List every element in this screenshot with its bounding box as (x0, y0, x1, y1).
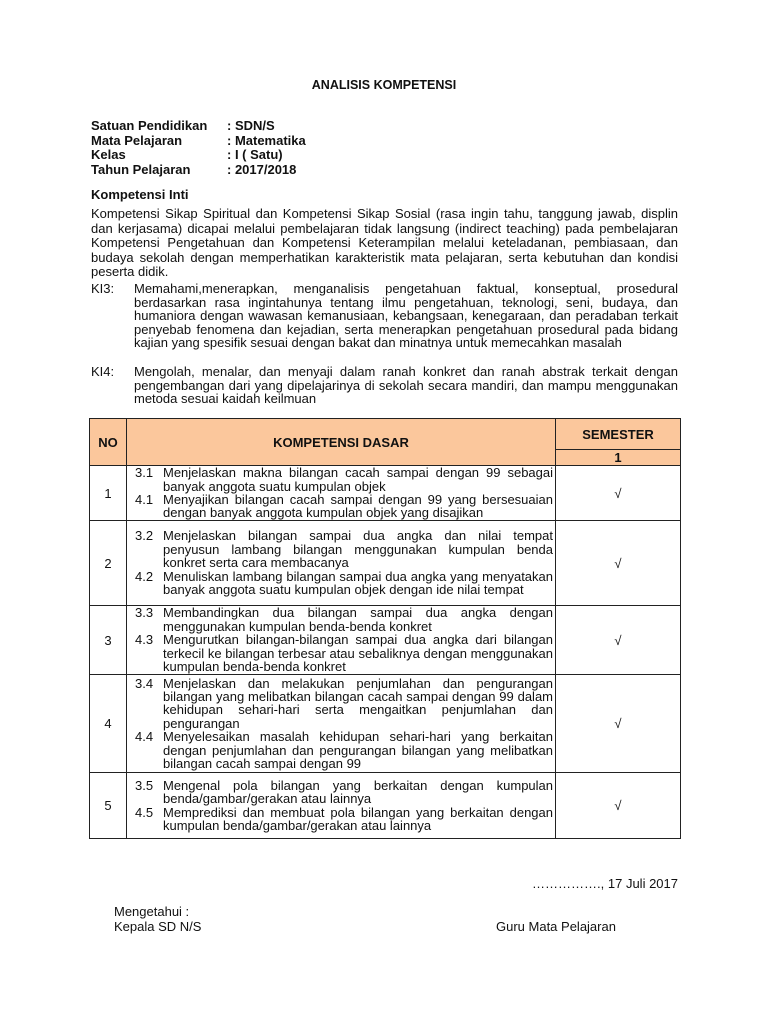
kd-item (131, 529, 553, 569)
kd-text: Mengenal pola bilangan yang berkaitan dengan kumpulan benda/gambar/gerakan atau lainnya (163, 777, 553, 807)
kd-code: 3.4 (135, 675, 154, 691)
kd-code: 3.2 (135, 528, 154, 544)
kd-item (131, 493, 553, 520)
semester-1-check: √ (556, 773, 681, 839)
meta-label: Mata Pelajaran (91, 132, 183, 148)
kd-text: Menuliskan lambang bilangan sampai dua angka yang menyatakan banyak anggota suatu kumpulan objek dengan ide nilai tempat (163, 568, 553, 598)
row-number: 2 (90, 521, 127, 606)
table-row (90, 675, 681, 773)
kd-text: Membandingkan dua bilangan sampai dua angka dengan menggunakan kumpulan benda-benda konkret (163, 605, 553, 634)
kd-item (131, 466, 553, 493)
semester-1-check: √ (556, 521, 681, 606)
kd-item (131, 606, 553, 633)
signature-left (114, 904, 201, 934)
kd-code: 3.3 (135, 605, 154, 621)
kd-code: 3.5 (135, 777, 154, 793)
kompetensi-inti-intro: Kompetensi Sikap Spiritual dan Kompetensi Sikap Sosial (rasa ingin tahu, tanggung jawab, displin dan kerjasama) dicapai melalui pembelajaran tidak langsung (indirect teaching) pada pembelajaran Kompetensi Pengetahuan dan Kompetensi Keterampilan melalui keteladanan, pembiasaan, dan budaya sekolah dengan memperhatikan karakteristik mata pelajaran, serta kebutuhan dan kondisi peserta didik. (91, 206, 678, 279)
meta-label: Kelas (91, 147, 126, 162)
meta-value: : I ( Satu) (227, 147, 283, 162)
teacher-label: Guru Mata Pelajaran (496, 919, 616, 934)
row-number: 1 (90, 466, 127, 521)
kd-cell (127, 773, 556, 839)
ki4-text: Mengolah, menalar, dan menyaji dalam ranah konkret dan ranah abstrak terkait dengan pengembangan dari yang dipelajarinya di sekolah secara mandiri, dan mampu menggunakan metoda sesuai kaidah keilmuan (134, 364, 678, 407)
kd-text: Menyelesaikan masalah kehidupan sehari-hari yang berkaitan dengan penjumlahan dan pengurangan bilangan yang melibatkan bilangan cacah sampai dengan 99 (163, 729, 553, 772)
kd-item (131, 677, 553, 731)
row-number: 4 (90, 675, 127, 773)
kd-text: Menjelaskan bilangan sampai dua angka dan nilai tempat penyusun lambang bilangan menggunakan kumpulan benda konkret serta cara membacanya (163, 528, 553, 571)
acknowledged-label: Mengetahui : (114, 904, 190, 919)
table-row (90, 466, 681, 521)
meta-row (91, 119, 306, 134)
principal-label: Kepala SD N/S (114, 919, 202, 934)
table-row (90, 606, 681, 675)
ki3-text: Memahami,menerapkan, menganalisis pengetahuan faktual, konseptual, prosedural berdasarkan rasa ingintahunya tentang ilmu pengetahuan, teknologi, seni, budaya, dan humaniora dengan wawasan kemanusiaan, kebangsaan, kenegaraan, dan peradaban terkait penyebab fenomena dan kejadian, serta menerapkan pengetahuan prosedural pada bidang kajian yang spesifik sesuai dengan bakat dan minatnya untuk memecahkan masalah (134, 281, 678, 351)
header-semester: SEMESTER (556, 419, 681, 450)
kd-cell (127, 606, 556, 675)
kd-cell (127, 521, 556, 606)
kd-code: 3.1 (135, 465, 154, 481)
kd-code: 4.1 (135, 492, 154, 507)
kd-item (131, 570, 553, 597)
kd-text: Menyajikan bilangan cacah sampai dengan 99 yang bersesuaian dengan banyak anggota kumpulan objek yang disajikan (163, 492, 553, 521)
table-row (90, 521, 681, 606)
header-kompetensi-dasar: KOMPETENSI DASAR (127, 419, 556, 466)
kd-item (131, 779, 553, 806)
meta-value: : SDN/S (227, 118, 275, 133)
ki4-label: KI4: (91, 364, 115, 379)
kd-text: Mengurutkan bilangan-bilangan sampai dua angka dari bilangan terkecil ke bilangan terbesar atau sebaliknya dengan menggunakan kumpulan benda-benda konkret (163, 632, 553, 675)
meta-value: : Matematika (227, 132, 306, 148)
kd-text: Menjelaskan makna bilangan cacah sampai dengan 99 sebagai banyak anggota suatu kumpulan objek (163, 465, 553, 494)
row-number: 5 (90, 773, 127, 839)
kd-item (131, 633, 553, 673)
kd-text: Menjelaskan dan melakukan penjumlahan dan pengurangan bilangan yang melibatkan bilangan cacah sampai dengan 99 dalam kehidupan sehari-hari serta mengaitkan penjumlahan dan pengurangan (163, 675, 553, 731)
kd-item (131, 730, 553, 770)
meta-row (91, 163, 306, 178)
kompetensi-dasar-table (89, 418, 681, 839)
kd-item (131, 806, 553, 833)
meta-row (91, 134, 306, 149)
document-title: ANALISIS KOMPETENSI (311, 78, 457, 92)
table-row (90, 773, 681, 839)
kd-code: 4.3 (135, 632, 154, 648)
identity-block (91, 119, 306, 177)
meta-row (91, 148, 306, 163)
semester-1-check: √ (556, 675, 681, 773)
kd-code: 4.4 (135, 729, 154, 745)
kd-text: Memprediksi dan membuat pola bilangan yang berkaitan dengan kumpulan benda/gambar/gerakan atau lainnya (163, 804, 553, 833)
kd-code: 4.2 (135, 568, 154, 584)
kd-cell (127, 675, 556, 773)
semester-1-check: √ (556, 466, 681, 521)
header-no: NO (90, 419, 127, 466)
row-number: 3 (90, 606, 127, 675)
meta-label: Tahun Pelajaran (91, 161, 191, 177)
meta-label: Satuan Pendidikan (91, 118, 208, 133)
document-date: ……………., 17 Juli 2017 (532, 876, 678, 891)
meta-value: : 2017/2018 (227, 161, 297, 177)
ki3-block (91, 282, 678, 350)
ki3-label: KI3: (91, 281, 115, 296)
semester-1-check: √ (556, 606, 681, 675)
kd-cell (127, 466, 556, 521)
header-semester-1: 1 (556, 450, 681, 466)
ki4-block (91, 365, 678, 406)
kd-code: 4.5 (135, 804, 154, 820)
kompetensi-inti-heading: Kompetensi Inti (91, 187, 189, 202)
